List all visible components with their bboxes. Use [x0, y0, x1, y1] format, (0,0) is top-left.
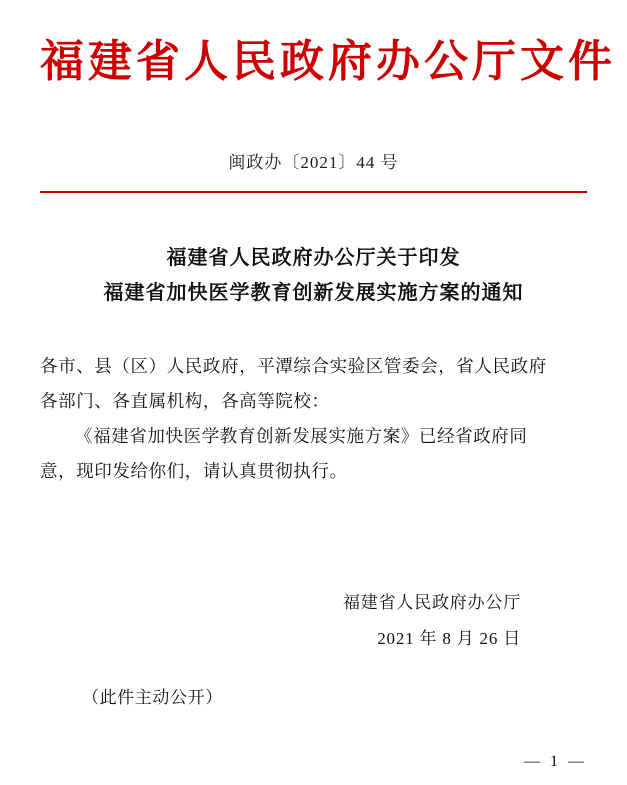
document-title: [40, 241, 587, 311]
document-masthead: 福建省人民政府办公厅文件: [40, 37, 616, 86]
page-number: — 1 —: [524, 753, 587, 770]
red-divider-rule: [40, 191, 587, 193]
body-line-1: 《福建省加快医学教育创新发展实施方案》已经省政府同: [75, 426, 528, 447]
signature-organization: 福建省人民政府办公厅: [343, 593, 521, 613]
disclosure-note: （此件主动公开）: [82, 687, 223, 707]
document-body: [40, 349, 587, 489]
signature-block: [40, 585, 587, 656]
signature-date: 2021 年 8 月 26 日: [377, 629, 521, 649]
recipients-line-1: 各市、县（区）人民政府，平潭综合实验区管委会，省人民政府: [40, 356, 547, 377]
body-line-2: 意，现印发给你们，请认真贯彻执行。: [40, 461, 348, 482]
recipients-line-2: 各部门、各直属机构，各高等院校：: [40, 391, 330, 412]
document-page: [0, 38, 627, 785]
document-title-line-2: 福建省加快医学教育创新发展实施方案的通知: [103, 282, 524, 305]
document-title-line-1: 福建省人民政府办公厅关于印发: [166, 247, 461, 270]
document-number: 闽政办〔2021〕44 号: [228, 153, 399, 173]
